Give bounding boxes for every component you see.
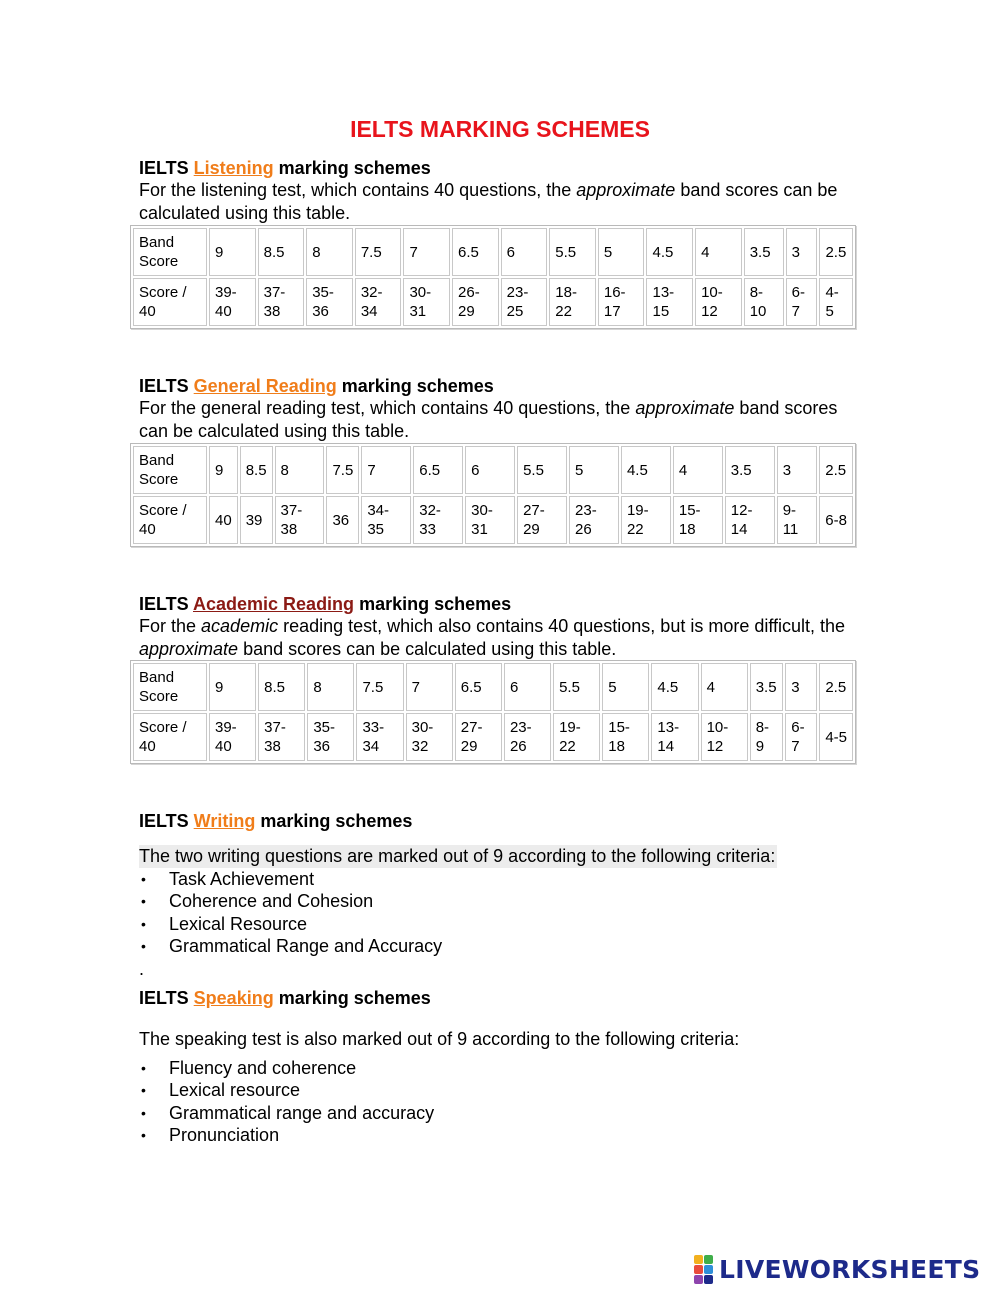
score-cell: 15-18 bbox=[673, 496, 723, 544]
band-cell: 3 bbox=[785, 663, 817, 711]
score-cell: 18-22 bbox=[549, 278, 596, 326]
score-cell: 30-31 bbox=[465, 496, 515, 544]
page-title: IELTS MARKING SCHEMES bbox=[350, 116, 650, 142]
criteria-label: Grammatical range and accuracy bbox=[169, 1102, 435, 1123]
criteria-item bbox=[139, 935, 859, 958]
criteria-label: Pronunciation bbox=[169, 1125, 280, 1145]
score-cell: 8-10 bbox=[744, 278, 784, 326]
score-cell: 23-25 bbox=[501, 278, 548, 326]
criteria-label: Task Achievement bbox=[169, 868, 315, 889]
band-cell: 7.5 bbox=[326, 446, 359, 494]
academic-reading-section bbox=[139, 593, 859, 660]
band-cell: 7 bbox=[403, 228, 450, 276]
band-cell: 8 bbox=[307, 663, 354, 711]
band-cell: 7 bbox=[361, 446, 411, 494]
row-label: Score / 40 bbox=[133, 713, 207, 761]
listening-section bbox=[139, 157, 859, 224]
separator-dot: . bbox=[139, 958, 145, 979]
band-cell: 2.5 bbox=[819, 663, 853, 711]
score-row bbox=[133, 278, 853, 326]
speaking-description: The speaking test is also marked out of 9 according to the following criteria: bbox=[139, 1029, 740, 1049]
band-cell: 8 bbox=[275, 446, 325, 494]
score-cell: 39-40 bbox=[209, 278, 256, 326]
general-reading-description: For the general reading test, which contains 40 questions, the approximate band scores can be calculated using this table. bbox=[139, 398, 838, 441]
academic-reading-link[interactable]: Academic Reading bbox=[193, 594, 355, 614]
row-label: Band Score bbox=[133, 446, 207, 494]
band-score-row bbox=[133, 663, 853, 711]
band-cell: 3 bbox=[777, 446, 818, 494]
band-score-row bbox=[133, 228, 853, 276]
band-cell: 9 bbox=[209, 228, 256, 276]
band-score-row bbox=[133, 446, 853, 494]
score-cell: 15-18 bbox=[602, 713, 649, 761]
band-cell: 8.5 bbox=[240, 446, 273, 494]
listening-heading: IELTS Listening marking schemes bbox=[139, 158, 431, 178]
band-cell: 4 bbox=[695, 228, 742, 276]
score-cell: 4-5 bbox=[819, 713, 853, 761]
score-cell: 35-36 bbox=[307, 713, 354, 761]
logo-tile bbox=[704, 1255, 713, 1264]
band-cell: 3.5 bbox=[725, 446, 775, 494]
bullet-icon: • bbox=[141, 1082, 146, 1098]
band-cell: 5 bbox=[598, 228, 645, 276]
score-cell: 6-7 bbox=[785, 713, 817, 761]
band-cell: 9 bbox=[209, 663, 256, 711]
writing-section bbox=[139, 810, 859, 980]
writing-heading: IELTS Writing marking schemes bbox=[139, 811, 413, 831]
score-cell: 39-40 bbox=[209, 713, 256, 761]
speaking-criteria-list bbox=[139, 1057, 859, 1147]
criteria-label: Fluency and coherence bbox=[169, 1057, 357, 1078]
band-cell: 4 bbox=[673, 446, 723, 494]
academic-reading-description: For the academic reading test, which also contains 40 questions, but is more difficult, the approximate band scores can be calculated using this table. bbox=[139, 616, 846, 659]
score-cell: 27-29 bbox=[455, 713, 502, 761]
criteria-item bbox=[139, 890, 859, 913]
band-cell: 2.5 bbox=[819, 228, 853, 276]
band-cell: 5.5 bbox=[517, 446, 567, 494]
criteria-label: Coherence and Cohesion bbox=[169, 891, 374, 911]
academic-reading-band-table bbox=[130, 660, 856, 764]
liveworksheets-logo-icon bbox=[694, 1255, 713, 1284]
band-cell: 2.5 bbox=[819, 446, 853, 494]
score-cell: 8-9 bbox=[750, 713, 784, 761]
score-cell: 30-31 bbox=[403, 278, 450, 326]
score-cell: 40 bbox=[209, 496, 238, 544]
score-cell: 37-38 bbox=[275, 496, 325, 544]
band-cell: 7.5 bbox=[356, 663, 403, 711]
logo-tile bbox=[704, 1265, 713, 1274]
speaking-heading: IELTS Speaking marking schemes bbox=[139, 988, 431, 1008]
band-cell: 6 bbox=[504, 663, 551, 711]
bullet-icon: • bbox=[141, 870, 146, 887]
row-label: Score / 40 bbox=[133, 496, 207, 544]
score-cell: 37-38 bbox=[258, 278, 305, 326]
bullet-icon: • bbox=[141, 1127, 146, 1143]
band-cell: 7.5 bbox=[355, 228, 402, 276]
criteria-label: Lexical resource bbox=[169, 1080, 301, 1100]
band-cell: 5.5 bbox=[549, 228, 596, 276]
band-cell: 6.5 bbox=[413, 446, 463, 494]
writing-criteria-list bbox=[139, 868, 859, 958]
band-cell: 3 bbox=[786, 228, 818, 276]
band-cell: 8 bbox=[306, 228, 353, 276]
score-cell: 13-14 bbox=[651, 713, 698, 761]
writing-description: The two writing questions are marked out of 9 according to the following criteria: bbox=[139, 846, 776, 866]
speaking-section bbox=[139, 987, 859, 1147]
row-label: Band Score bbox=[133, 228, 207, 276]
score-row bbox=[133, 713, 853, 761]
band-cell: 3.5 bbox=[750, 663, 784, 711]
band-cell: 9 bbox=[209, 446, 238, 494]
score-cell: 39 bbox=[240, 496, 273, 544]
band-cell: 6 bbox=[465, 446, 515, 494]
score-cell: 35-36 bbox=[306, 278, 353, 326]
liveworksheets-logo[interactable] bbox=[694, 1254, 980, 1284]
row-label: Band Score bbox=[133, 663, 207, 711]
band-cell: 4.5 bbox=[646, 228, 693, 276]
score-cell: 34-35 bbox=[361, 496, 411, 544]
general-reading-heading: IELTS General Reading marking schemes bbox=[139, 376, 494, 396]
listening-link[interactable]: Listening bbox=[193, 158, 274, 178]
score-cell: 23-26 bbox=[569, 496, 619, 544]
band-cell: 6 bbox=[501, 228, 548, 276]
score-cell: 27-29 bbox=[517, 496, 567, 544]
row-label: Score / 40 bbox=[133, 278, 207, 326]
bullet-icon: • bbox=[141, 938, 146, 954]
score-cell: 32-33 bbox=[413, 496, 463, 544]
band-cell: 5 bbox=[602, 663, 649, 711]
criteria-label: Grammatical Range and Accuracy bbox=[169, 936, 443, 956]
bullet-icon: • bbox=[141, 915, 146, 932]
score-cell: 4-5 bbox=[819, 278, 853, 326]
score-cell: 10-12 bbox=[701, 713, 748, 761]
logo-tile bbox=[694, 1255, 703, 1264]
academic-reading-heading: IELTS Academic Reading marking schemes bbox=[139, 594, 512, 614]
score-cell: 37-38 bbox=[258, 713, 305, 761]
score-cell: 32-34 bbox=[355, 278, 402, 326]
speaking-link[interactable]: Speaking bbox=[193, 988, 274, 1008]
score-cell: 30-32 bbox=[406, 713, 453, 761]
criteria-item bbox=[139, 913, 859, 936]
score-cell: 19-22 bbox=[553, 713, 600, 761]
band-cell: 8.5 bbox=[258, 663, 305, 711]
score-cell: 6-8 bbox=[819, 496, 853, 544]
criteria-item bbox=[139, 868, 859, 891]
score-cell: 26-29 bbox=[452, 278, 499, 326]
band-cell: 5.5 bbox=[553, 663, 600, 711]
writing-link[interactable]: Writing bbox=[193, 811, 256, 831]
bullet-icon: • bbox=[141, 1059, 146, 1076]
band-cell: 6.5 bbox=[455, 663, 502, 711]
band-cell: 8.5 bbox=[258, 228, 305, 276]
score-cell: 33-34 bbox=[356, 713, 403, 761]
score-cell: 23-26 bbox=[504, 713, 551, 761]
score-cell: 16-17 bbox=[598, 278, 645, 326]
logo-tile bbox=[694, 1275, 703, 1284]
band-cell: 4.5 bbox=[621, 446, 671, 494]
logo-tile bbox=[704, 1275, 713, 1284]
score-cell: 6-7 bbox=[786, 278, 818, 326]
logo-tile bbox=[694, 1265, 703, 1274]
criteria-label: Lexical Resource bbox=[169, 913, 308, 934]
score-cell: 9-11 bbox=[777, 496, 818, 544]
score-cell: 19-22 bbox=[621, 496, 671, 544]
criteria-item bbox=[139, 1124, 859, 1147]
score-cell: 36 bbox=[326, 496, 359, 544]
score-row bbox=[133, 496, 853, 544]
band-cell: 3.5 bbox=[744, 228, 784, 276]
criteria-item bbox=[139, 1102, 859, 1125]
band-cell: 4 bbox=[701, 663, 748, 711]
score-cell: 12-14 bbox=[725, 496, 775, 544]
bullet-icon: • bbox=[141, 1104, 146, 1121]
liveworksheets-logo-text: LIVEWORKSHEETS bbox=[719, 1254, 981, 1284]
band-cell: 7 bbox=[406, 663, 453, 711]
bullet-icon: • bbox=[141, 893, 146, 909]
listening-description: For the listening test, which contains 40 questions, the approximate band scores can be calculated using this table. bbox=[139, 180, 838, 223]
general-reading-band-table bbox=[130, 443, 856, 547]
score-cell: 10-12 bbox=[695, 278, 742, 326]
listening-band-table bbox=[130, 225, 856, 329]
general-reading-section bbox=[139, 375, 859, 442]
general-reading-link[interactable]: General Reading bbox=[193, 376, 337, 396]
criteria-item bbox=[139, 1079, 859, 1102]
band-cell: 6.5 bbox=[452, 228, 499, 276]
band-cell: 5 bbox=[569, 446, 619, 494]
band-cell: 4.5 bbox=[651, 663, 698, 711]
criteria-item bbox=[139, 1057, 859, 1080]
score-cell: 13-15 bbox=[646, 278, 693, 326]
